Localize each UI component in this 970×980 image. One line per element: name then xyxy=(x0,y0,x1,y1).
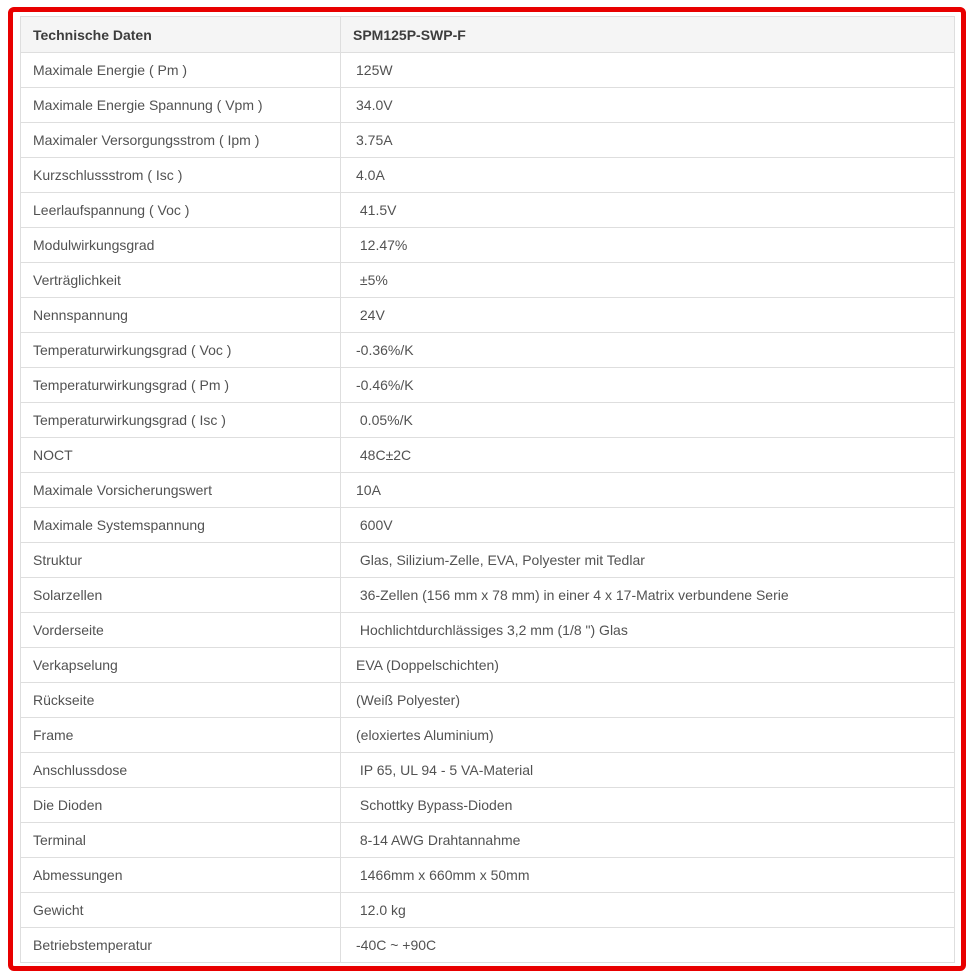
spec-value: 0.05%/K xyxy=(341,403,955,438)
spec-value: 8-14 AWG Drahtannahme xyxy=(341,823,955,858)
table-row xyxy=(21,473,955,508)
table-row xyxy=(21,858,955,893)
spec-label: NOCT xyxy=(21,438,341,473)
header-cell-model: SPM125P-SWP-F xyxy=(341,17,955,53)
table-row xyxy=(21,508,955,543)
spec-label: Verkapselung xyxy=(21,648,341,683)
spec-value: (Weiß Polyester) xyxy=(341,683,955,718)
spec-value: 10A xyxy=(341,473,955,508)
spec-value: Schottky Bypass-Dioden xyxy=(341,788,955,823)
table-row xyxy=(21,403,955,438)
spec-label: Vorderseite xyxy=(21,613,341,648)
spec-label: Maximale Vorsicherungswert xyxy=(21,473,341,508)
spec-label: Anschlussdose xyxy=(21,753,341,788)
spec-value: IP 65, UL 94 - 5 VA-Material xyxy=(341,753,955,788)
table-row xyxy=(21,263,955,298)
spec-label: Solarzellen xyxy=(21,578,341,613)
table-row xyxy=(21,648,955,683)
table-row xyxy=(21,543,955,578)
spec-label: Maximaler Versorgungsstrom ( Ipm ) xyxy=(21,123,341,158)
spec-table-body xyxy=(21,53,955,963)
spec-value: Glas, Silizium-Zelle, EVA, Polyester mit Tedlar xyxy=(341,543,955,578)
spec-label: Terminal xyxy=(21,823,341,858)
table-row xyxy=(21,53,955,88)
spec-value: 36-Zellen (156 mm x 78 mm) in einer 4 x 17-Matrix verbundene Serie xyxy=(341,578,955,613)
spec-value: 1466mm x 660mm x 50mm xyxy=(341,858,955,893)
spec-label: Modulwirkungsgrad xyxy=(21,228,341,263)
spec-label: Kurzschlussstrom ( Isc ) xyxy=(21,158,341,193)
table-row xyxy=(21,718,955,753)
table-row xyxy=(21,193,955,228)
table-row xyxy=(21,613,955,648)
spec-value: -0.46%/K xyxy=(341,368,955,403)
table-row xyxy=(21,158,955,193)
table-row xyxy=(21,578,955,613)
spec-label: Struktur xyxy=(21,543,341,578)
table-row xyxy=(21,88,955,123)
table-row xyxy=(21,228,955,263)
spec-value: 12.47% xyxy=(341,228,955,263)
spec-label: Nennspannung xyxy=(21,298,341,333)
spec-value: (eloxiertes Aluminium) xyxy=(341,718,955,753)
spec-value: -0.36%/K xyxy=(341,333,955,368)
table-row xyxy=(21,823,955,858)
table-header-row xyxy=(21,17,955,53)
table-row xyxy=(21,893,955,928)
spec-value: EVA (Doppelschichten) xyxy=(341,648,955,683)
spec-value: 24V xyxy=(341,298,955,333)
table-row xyxy=(21,788,955,823)
spec-value: 48C±2C xyxy=(341,438,955,473)
spec-value: 600V xyxy=(341,508,955,543)
table-row xyxy=(21,683,955,718)
table-row xyxy=(21,368,955,403)
spec-value: 34.0V xyxy=(341,88,955,123)
table-row xyxy=(21,333,955,368)
spec-value: 125W xyxy=(341,53,955,88)
spec-label: Leerlaufspannung ( Voc ) xyxy=(21,193,341,228)
table-row xyxy=(21,753,955,788)
spec-value: 3.75A xyxy=(341,123,955,158)
spec-value: 12.0 kg xyxy=(341,893,955,928)
spec-label: Temperaturwirkungsgrad ( Isc ) xyxy=(21,403,341,438)
spec-label: Verträglichkeit xyxy=(21,263,341,298)
spec-label: Temperaturwirkungsgrad ( Pm ) xyxy=(21,368,341,403)
spec-label: Maximale Systemspannung xyxy=(21,508,341,543)
spec-label: Betriebstemperatur xyxy=(21,928,341,963)
spec-label: Die Dioden xyxy=(21,788,341,823)
spec-label: Temperaturwirkungsgrad ( Voc ) xyxy=(21,333,341,368)
spec-value: Hochlichtdurchlässiges 3,2 mm (1/8 ") Glas xyxy=(341,613,955,648)
spec-label: Gewicht xyxy=(21,893,341,928)
spec-value: 41.5V xyxy=(341,193,955,228)
table-header xyxy=(21,17,955,53)
table-row xyxy=(21,123,955,158)
table-row xyxy=(21,928,955,963)
spec-label: Rückseite xyxy=(21,683,341,718)
spec-label: Frame xyxy=(21,718,341,753)
header-cell-technische-daten: Technische Daten xyxy=(21,17,341,53)
spec-value: -40C ~ +90C xyxy=(341,928,955,963)
spec-label: Maximale Energie Spannung ( Vpm ) xyxy=(21,88,341,123)
table-row xyxy=(21,438,955,473)
technical-data-table xyxy=(20,16,955,963)
spec-value: 4.0A xyxy=(341,158,955,193)
table-row xyxy=(21,298,955,333)
spec-label: Maximale Energie ( Pm ) xyxy=(21,53,341,88)
spec-value: ±5% xyxy=(341,263,955,298)
spec-label: Abmessungen xyxy=(21,858,341,893)
